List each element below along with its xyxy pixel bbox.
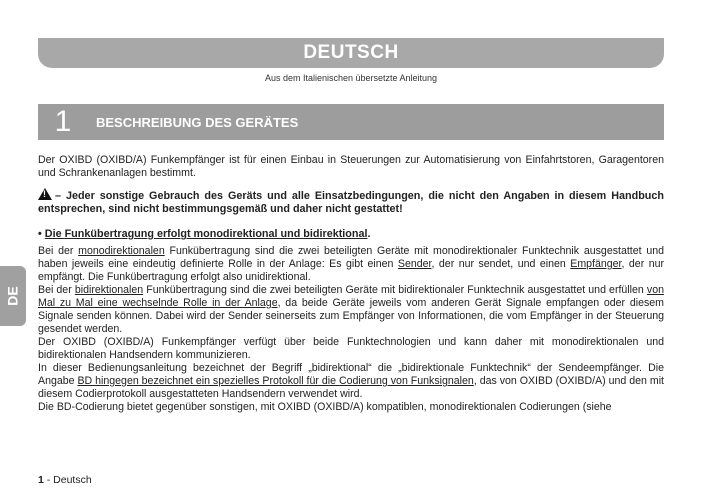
- warning-text: – Jeder sonstige Gebrauch des Geräts und alle Einsatzbedingungen, die nicht den Angaben in diesem Handbuch entsprechen, sind nicht bestimmungsgemäß und daher nicht gestattet!: [38, 190, 664, 215]
- paragraph-bd-coding: Die BD-Codierung bietet gegenüber sonstigen, mit OXIBD (OXIBD/A) kompatiblen, monodirektionalen Codierungen (siehe: [38, 401, 612, 413]
- paragraph-terminology: [38, 362, 664, 401]
- translation-note: Aus dem Italienischen übersetzte Anleitung: [264, 73, 438, 83]
- text-run: Funkübertragung sind die zwei beteiligten Geräte mit monodirektionaler Funktechnik ausgestattet und haben jeweils eine eindeutig definierte Rolle in der Anlage: Es gibt einen: [38, 245, 664, 270]
- language-side-tab: [0, 266, 26, 326]
- bullet-suffix: .: [367, 228, 371, 240]
- text-run: , da beide Geräte jeweils vom anderen Gerät Signale empfangen oder diesem Signale senden können. Dabei wird der Sender seinerseits zum Empfänger von Informationen, die vom Empfänger in der Steuerung gesendet werden.: [38, 297, 665, 335]
- section-header: [38, 104, 664, 140]
- bullet-text: Die Funkübertragung erfolgt monodirektional und bidirektional: [44, 228, 368, 240]
- text-run: In dieser Bedienungsanleitung bezeichnet der Begriff „bidirektional“ die „bidirektionale Funktechnik“ der Sendeempfänger. Die Angabe: [38, 362, 664, 387]
- text-run: Funkübertragung sind die zwei beteiligten Geräte mit bidirektionaler Funktechnik ausgestattet und erfüllen: [143, 284, 647, 296]
- underlined-term: BD hingegen bezeichnet ein spezielles Protokoll für die Codierung von Funksignalen: [77, 375, 474, 387]
- bullet-marker: •: [38, 228, 45, 240]
- underlined-term: monodirektionalen: [78, 245, 165, 257]
- text-run: Bei der: [38, 245, 79, 257]
- language-header-bar: [38, 38, 664, 68]
- paragraph-bidirectional: [38, 284, 664, 336]
- underlined-term: von Mal zu Mal eine wechselnde Rolle in der Anlage: [38, 284, 664, 309]
- warning-paragraph: [38, 188, 664, 216]
- text-run: , der nur empfängt. Die Funkübertragung erfolgt also unidirektional.: [38, 258, 665, 283]
- underlined-term: bidirektionalen: [74, 284, 144, 296]
- warning-triangle-icon: [38, 188, 52, 200]
- underlined-term: Sender: [397, 258, 432, 270]
- text-run: , das von OXIBD (OXIBD/A) und den mit diesem Codierprotokoll ausgestatteten Handsendern verwendet wird.: [38, 375, 664, 400]
- paragraph-monodirectional: [38, 245, 664, 284]
- footer-label: - Deutsch: [43, 474, 92, 486]
- document-body: [38, 154, 664, 414]
- page-footer: [38, 474, 92, 486]
- section-title: BESCHREIBUNG DES GERÄTES: [96, 114, 299, 130]
- underlined-term: Empfänger: [570, 258, 622, 270]
- intro-paragraph: Der OXIBD (OXIBD/A) Funkempfänger ist für einen Einbau in Steuerungen zur Automatisierung von Einfahrtstoren, Garagentoren und Schrankenanlagen bestimmt.: [38, 154, 664, 179]
- text-run: , der nur sendet, und einen: [431, 258, 571, 270]
- bullet-heading: [38, 228, 664, 241]
- language-title: DEUTSCH: [303, 42, 399, 63]
- side-tab-label: DE: [4, 286, 21, 306]
- section-number: 1: [54, 105, 72, 138]
- text-run: Bei der: [38, 284, 75, 296]
- paragraph-both-technologies: Der OXIBD (OXIBD/A) Funkempfänger verfügt über beide Funktechnologien und kann daher mit monodirektionalen und bidirektionalen Handsendern kommunizieren.: [38, 336, 664, 361]
- page-number: 1: [38, 474, 44, 486]
